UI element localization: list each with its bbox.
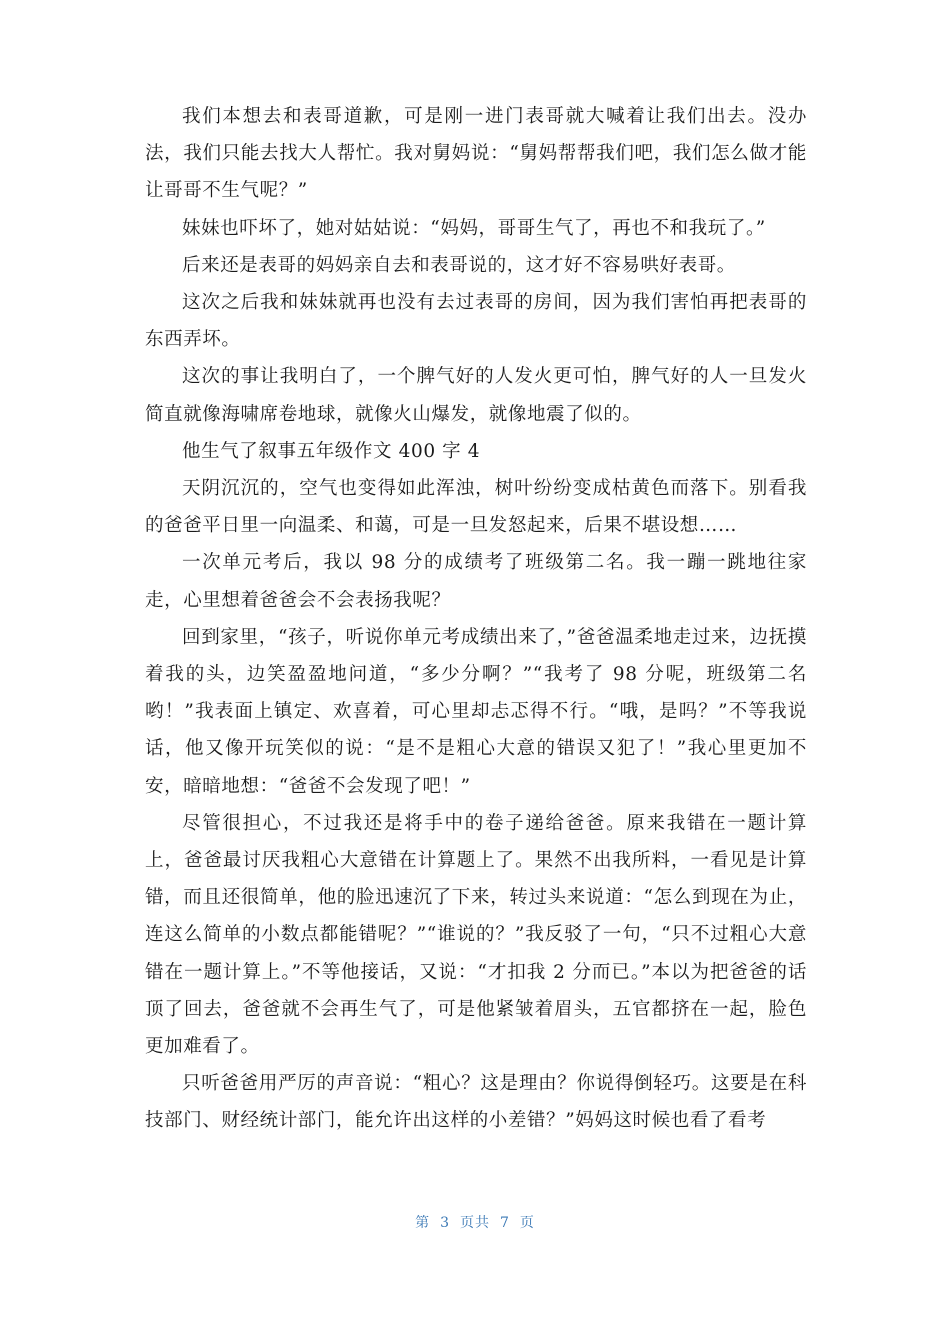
document-body [145,98,807,1140]
current-page-number: 3 [440,1215,450,1231]
paragraph: 后来还是表哥的妈妈亲自去和表哥说的，这才好不容易哄好表哥。 [182,254,736,276]
paragraph: 回到家里，“孩子，听说你单元考成绩出来了，”爸爸温柔地走过来，边抚摸着我的头，边笑盈盈地问道，“多少分啊？”“我考了 98 分呢，班级第二名哟！”我表面上镇定、欢喜着，可心里却忐忑得不行。“哦，是吗？”不等我说话，他又像开玩笑似的说：“是不是粗心大意的错误又犯了！”我心里更加不安，暗暗地想：“爸爸不会发现了吧！” [145,626,807,797]
paragraph: 我们本想去和表哥道歉，可是刚一进门表哥就大喊着让我们出去。没办法，我们只能去找大人帮忙。我对舅妈说：“舅妈帮帮我们吧，我们怎么做才能让哥哥不生气呢？” [145,106,807,202]
paragraph: 天阴沉沉的，空气也变得如此浑浊，树叶纷纷变成枯黄色而落下。别看我的爸爸平日里一向温柔、和蔼，可是一旦发怒起来，后果不堪设想…… [145,478,807,537]
page-label-suffix: 页 [519,1215,535,1231]
total-pages-number: 7 [500,1215,510,1231]
section-heading: 他生气了叙事五年级作文 400 字 4 [182,440,481,462]
paragraph: 这次的事让我明白了，一个脾气好的人发火更可怕，脾气好的人一旦发火简直就像海啸席卷地球，就像火山爆发，就像地震了似的。 [145,366,807,425]
paragraph: 一次单元考后，我以 98 分的成绩考了班级第二名。我一蹦一跳地往家走，心里想着爸爸会不会表扬我呢？ [145,552,807,611]
paragraph: 这次之后我和妹妹就再也没有去过表哥的房间，因为我们害怕再把表哥的东西弄坏。 [145,292,807,351]
page-label-mid: 页共 [460,1215,490,1231]
paragraph: 尽管很担心，不过我还是将手中的卷子递给爸爸。原来我错在一题计算上，爸爸最讨厌我粗心大意错在计算题上了。果然不出我所料，一看见是计算错，而且还很简单，他的脸迅速沉了下来，转过头来说道：“怎么到现在为止，连这么简单的小数点都能错呢？”“谁说的？”我反驳了一句，“只不过粗心大意错在一题计算上。”不等他接话，又说：“才扣我 2 分而已。”本以为把爸爸的话顶了回去，爸爸就不会再生气了，可是他紧皱着眉头，五官都挤在一起，脸色更加难看了。 [145,812,807,1058]
page-label-prefix: 第 [415,1215,431,1231]
page-number-footer [0,1212,950,1232]
paragraph: 妹妹也吓坏了，她对姑姑说：“妈妈，哥哥生气了，再也不和我玩了。” [182,217,766,239]
paragraph: 只听爸爸用严厉的声音说：“粗心？这是理由？你说得倒轻巧。这要是在科技部门、财经统计部门，能允许出这样的小差错？”妈妈这时候也看了看考 [145,1073,807,1132]
